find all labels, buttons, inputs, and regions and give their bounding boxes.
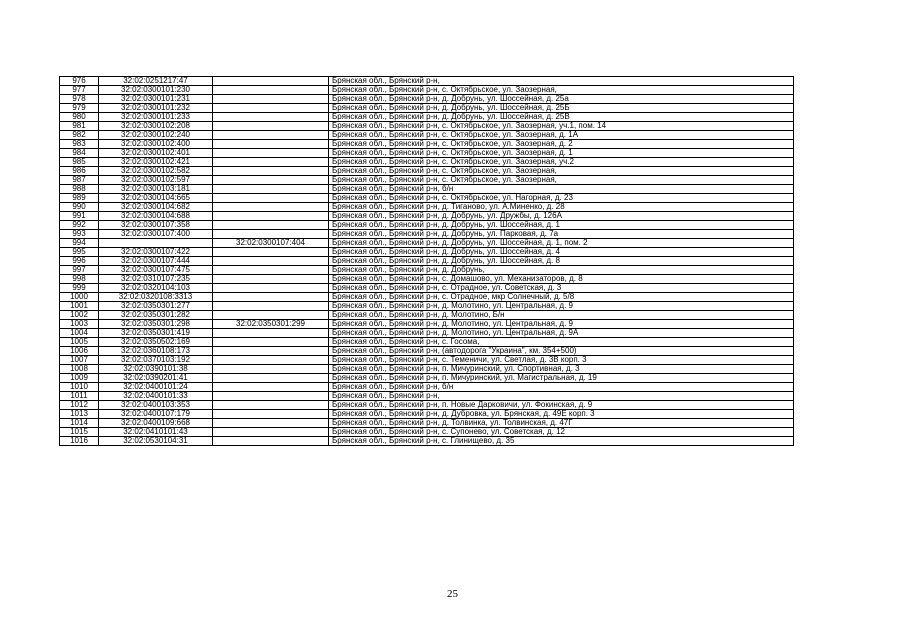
- related-cadastral-number-cell: [213, 185, 329, 194]
- cadastral-number-cell: 32:02:0300107:422: [99, 248, 213, 257]
- row-number-cell: 1000: [60, 293, 99, 302]
- cadastral-number-cell: [99, 239, 213, 248]
- cadastral-number-cell: 32:02:0300102:401: [99, 149, 213, 158]
- row-number-cell: 991: [60, 212, 99, 221]
- address-cell: Брянская обл., Брянский р-н, д. Добрунь,: [329, 266, 794, 275]
- address-cell: Брянская обл., Брянский р-н, с. Октябрьское, ул. Заозерная,: [329, 176, 794, 185]
- table-row: [60, 95, 794, 104]
- address-cell: Брянская обл., Брянский р-н, б/н: [329, 383, 794, 392]
- related-cadastral-number-cell: [213, 311, 329, 320]
- table-row: [60, 410, 794, 419]
- cadastral-number-cell: 32:02:0400107:179: [99, 410, 213, 419]
- cadastral-number-cell: 32:02:0300104:682: [99, 203, 213, 212]
- cadastral-number-cell: 32:02:0530104:31: [99, 437, 213, 446]
- cadastral-number-cell: 32:02:0300102:582: [99, 167, 213, 176]
- related-cadastral-number-cell: [213, 338, 329, 347]
- row-number-cell: 995: [60, 248, 99, 257]
- row-number-cell: 983: [60, 140, 99, 149]
- related-cadastral-number-cell: [213, 167, 329, 176]
- row-number-cell: 1015: [60, 428, 99, 437]
- row-number-cell: 1005: [60, 338, 99, 347]
- address-cell: Брянская обл., Брянский р-н, д. Молотино, ул. Центральная, д. 9: [329, 302, 794, 311]
- row-number-cell: 1014: [60, 419, 99, 428]
- row-number-cell: 984: [60, 149, 99, 158]
- related-cadastral-number-cell: [213, 257, 329, 266]
- address-cell: Брянская обл., Брянский р-н, (автодорога "Украина", км. 354+500): [329, 347, 794, 356]
- address-cell: Брянская обл., Брянский р-н, д. Добрунь, ул. Дружбы, д. 126А: [329, 212, 794, 221]
- related-cadastral-number-cell: [213, 284, 329, 293]
- table-row: [60, 437, 794, 446]
- row-number-cell: 977: [60, 86, 99, 95]
- address-cell: Брянская обл., Брянский р-н, с. Октябрьское, ул. Заозерная, уч.2: [329, 158, 794, 167]
- cadastral-number-cell: 32:02:0390201:41: [99, 374, 213, 383]
- cadastral-number-cell: 32:02:0370103:192: [99, 356, 213, 365]
- address-cell: Брянская обл., Брянский р-н, д. Добрунь, ул. Парковая, д. 7а: [329, 230, 794, 239]
- cadastral-number-cell: 32:02:0300104:688: [99, 212, 213, 221]
- address-cell: Брянская обл., Брянский р-н, д. Добрунь, ул. Шоссейная, д. 25а: [329, 95, 794, 104]
- table-row: [60, 293, 794, 302]
- related-cadastral-number-cell: [213, 374, 329, 383]
- address-cell: Брянская обл., Брянский р-н, с. Октябрьское, ул. Нагорная, д. 23: [329, 194, 794, 203]
- related-cadastral-number-cell: [213, 392, 329, 401]
- page-number: 25: [447, 588, 458, 600]
- cadastral-number-cell: 32:02:0310107:235: [99, 275, 213, 284]
- table-row: [60, 365, 794, 374]
- table-row: [60, 230, 794, 239]
- cadastral-number-cell: 32:02:0300103:181: [99, 185, 213, 194]
- address-cell: Брянская обл., Брянский р-н, д. Добрунь, ул. Шоссейная, д. 25Б: [329, 104, 794, 113]
- table-row: [60, 275, 794, 284]
- address-cell: Брянская обл., Брянский р-н, д. Добрунь, ул. Шоссейная, д. 1, пом. 2: [329, 239, 794, 248]
- related-cadastral-number-cell: [213, 77, 329, 86]
- row-number-cell: 992: [60, 221, 99, 230]
- row-number-cell: 999: [60, 284, 99, 293]
- address-cell: Брянская обл., Брянский р-н, д. Добрунь, ул. Шоссейная, д. 25В: [329, 113, 794, 122]
- address-cell: Брянская обл., Брянский р-н, с. Глинищево, д. 35: [329, 437, 794, 446]
- table-row: [60, 176, 794, 185]
- cadastral-number-cell: 32:02:0350301:282: [99, 311, 213, 320]
- table-row: [60, 167, 794, 176]
- table-row: [60, 284, 794, 293]
- address-cell: Брянская обл., Брянский р-н, д. Молотино, Б/н: [329, 311, 794, 320]
- row-number-cell: 986: [60, 167, 99, 176]
- address-cell: Брянская обл., Брянский р-н, б/н: [329, 185, 794, 194]
- related-cadastral-number-cell: [213, 95, 329, 104]
- row-number-cell: 1013: [60, 410, 99, 419]
- table-row: [60, 356, 794, 365]
- cadastral-number-cell: 32:02:0360108:173: [99, 347, 213, 356]
- address-cell: Брянская обл., Брянский р-н, с. Октябрьское, ул. Заозерная,: [329, 167, 794, 176]
- cadastral-number-cell: 32:02:0400103:353: [99, 401, 213, 410]
- address-cell: Брянская обл., Брянский р-н, с. Отрадное, мкр Солнечный, д. 5/8: [329, 293, 794, 302]
- table-row: [60, 302, 794, 311]
- related-cadastral-number-cell: [213, 212, 329, 221]
- related-cadastral-number-cell: [213, 275, 329, 284]
- related-cadastral-number-cell: [213, 329, 329, 338]
- address-cell: Брянская обл., Брянский р-н, д. Дубровка, ул. Брянская, д. 49Е корп. 3: [329, 410, 794, 419]
- table-row: [60, 203, 794, 212]
- cadastral-number-cell: 32:02:0300107:444: [99, 257, 213, 266]
- row-number-cell: 978: [60, 95, 99, 104]
- address-cell: Брянская обл., Брянский р-н, п. Мичуринский, ул. Магистральная, д. 19: [329, 374, 794, 383]
- cadastral-number-cell: 32:02:0300102:421: [99, 158, 213, 167]
- address-cell: Брянская обл., Брянский р-н, д. Добрунь, ул. Шоссейная, д. 8: [329, 257, 794, 266]
- table-row: [60, 149, 794, 158]
- cadastral-number-cell: 32:02:0300101:231: [99, 95, 213, 104]
- related-cadastral-number-cell: [213, 158, 329, 167]
- table-row: [60, 383, 794, 392]
- address-cell: Брянская обл., Брянский р-н, с. Октябрьское, ул. Заозерная, д. 1А: [329, 131, 794, 140]
- table-row: [60, 248, 794, 257]
- table-row: [60, 257, 794, 266]
- table-row: [60, 311, 794, 320]
- table-row: [60, 194, 794, 203]
- address-cell: Брянская обл., Брянский р-н, д. Толвинка, ул. Толвинская, д. 47Г: [329, 419, 794, 428]
- address-cell: Брянская обл., Брянский р-н, д. Молотино, ул. Центральная, д. 9А: [329, 329, 794, 338]
- related-cadastral-number-cell: [213, 104, 329, 113]
- table-row: [60, 401, 794, 410]
- cadastral-number-cell: 32:02:0300107:400: [99, 230, 213, 239]
- related-cadastral-number-cell: [213, 86, 329, 95]
- table-row: [60, 428, 794, 437]
- table-row: [60, 113, 794, 122]
- row-number-cell: 988: [60, 185, 99, 194]
- row-number-cell: 1006: [60, 347, 99, 356]
- table-row: [60, 212, 794, 221]
- address-cell: Брянская обл., Брянский р-н, с. Октябрьское, ул. Заозерная, уч.1, пом. 14: [329, 122, 794, 131]
- related-cadastral-number-cell: [213, 383, 329, 392]
- row-number-cell: 1008: [60, 365, 99, 374]
- cadastral-number-cell: 32:02:0410101:43: [99, 428, 213, 437]
- row-number-cell: 998: [60, 275, 99, 284]
- table-row: [60, 221, 794, 230]
- related-cadastral-number-cell: [213, 302, 329, 311]
- address-cell: Брянская обл., Брянский р-н, с. Октябрьское, ул. Заозерная, д. 1: [329, 149, 794, 158]
- table-row: [60, 338, 794, 347]
- related-cadastral-number-cell: [213, 113, 329, 122]
- row-number-cell: 981: [60, 122, 99, 131]
- address-cell: Брянская обл., Брянский р-н, д. Добрунь, ул. Шоссейная, д. 4: [329, 248, 794, 257]
- related-cadastral-number-cell: 32:02:0300107:404: [213, 239, 329, 248]
- table-row: [60, 185, 794, 194]
- row-number-cell: 980: [60, 113, 99, 122]
- row-number-cell: 976: [60, 77, 99, 86]
- cadastral-table: [59, 76, 794, 446]
- table-row: [60, 122, 794, 131]
- row-number-cell: 997: [60, 266, 99, 275]
- table-row: [60, 329, 794, 338]
- row-number-cell: 990: [60, 203, 99, 212]
- table-body: [60, 77, 794, 446]
- row-number-cell: 1010: [60, 383, 99, 392]
- related-cadastral-number-cell: [213, 365, 329, 374]
- cadastral-number-cell: 32:02:0300102:208: [99, 122, 213, 131]
- cadastral-number-cell: 32:02:0400101:24: [99, 383, 213, 392]
- table-row: [60, 419, 794, 428]
- cadastral-number-cell: 32:02:0300104:665: [99, 194, 213, 203]
- address-cell: Брянская обл., Брянский р-н, с. Октябрьское, ул. Заозерная,: [329, 86, 794, 95]
- table-row: [60, 347, 794, 356]
- cadastral-number-cell: 32:02:0390101:38: [99, 365, 213, 374]
- cadastral-number-cell: 32:02:0300101:230: [99, 86, 213, 95]
- related-cadastral-number-cell: [213, 266, 329, 275]
- row-number-cell: 1007: [60, 356, 99, 365]
- address-cell: Брянская обл., Брянский р-н,: [329, 392, 794, 401]
- table-row: [60, 86, 794, 95]
- cadastral-number-cell: 32:02:0350301:419: [99, 329, 213, 338]
- related-cadastral-number-cell: [213, 428, 329, 437]
- cadastral-number-cell: 32:02:0320108:3313: [99, 293, 213, 302]
- related-cadastral-number-cell: [213, 149, 329, 158]
- row-number-cell: 985: [60, 158, 99, 167]
- row-number-cell: 987: [60, 176, 99, 185]
- table-row: [60, 392, 794, 401]
- row-number-cell: 979: [60, 104, 99, 113]
- table-row: [60, 320, 794, 329]
- row-number-cell: 1002: [60, 311, 99, 320]
- cadastral-number-cell: 32:02:0300107:475: [99, 266, 213, 275]
- related-cadastral-number-cell: 32:02:0350301:299: [213, 320, 329, 329]
- cadastral-number-cell: 32:02:0300107:358: [99, 221, 213, 230]
- related-cadastral-number-cell: [213, 131, 329, 140]
- related-cadastral-number-cell: [213, 122, 329, 131]
- table-row: [60, 104, 794, 113]
- related-cadastral-number-cell: [213, 176, 329, 185]
- row-number-cell: 1012: [60, 401, 99, 410]
- row-number-cell: 982: [60, 131, 99, 140]
- related-cadastral-number-cell: [213, 401, 329, 410]
- address-cell: Брянская обл., Брянский р-н, п. Новые Дарковичи, ул. Фокинская, д. 9: [329, 401, 794, 410]
- cadastral-number-cell: 32:02:0300102:240: [99, 131, 213, 140]
- row-number-cell: 1001: [60, 302, 99, 311]
- address-cell: Брянская обл., Брянский р-н, д. Добрунь, ул. Шоссейная, д. 1: [329, 221, 794, 230]
- related-cadastral-number-cell: [213, 437, 329, 446]
- cadastral-number-cell: 32:02:0400109:668: [99, 419, 213, 428]
- row-number-cell: 989: [60, 194, 99, 203]
- row-number-cell: 1011: [60, 392, 99, 401]
- table-row: [60, 266, 794, 275]
- address-cell: Брянская обл., Брянский р-н, с. Отрадное, ул. Советская, д. 3: [329, 284, 794, 293]
- cadastral-number-cell: 32:02:0300101:232: [99, 104, 213, 113]
- cadastral-number-cell: 32:02:0350502:169: [99, 338, 213, 347]
- table-row: [60, 239, 794, 248]
- address-cell: Брянская обл., Брянский р-н, д. Тиганово, ул. А.Миненко, д. 28: [329, 203, 794, 212]
- related-cadastral-number-cell: [213, 356, 329, 365]
- cadastral-number-cell: 32:02:0251217:47: [99, 77, 213, 86]
- row-number-cell: 1016: [60, 437, 99, 446]
- related-cadastral-number-cell: [213, 203, 329, 212]
- address-cell: Брянская обл., Брянский р-н, п. Мичуринский, ул. Спортивная, д. 3: [329, 365, 794, 374]
- address-cell: Брянская обл., Брянский р-н,: [329, 77, 794, 86]
- address-cell: Брянская обл., Брянский р-н, с. Госома,: [329, 338, 794, 347]
- related-cadastral-number-cell: [213, 293, 329, 302]
- row-number-cell: 993: [60, 230, 99, 239]
- row-number-cell: 994: [60, 239, 99, 248]
- table-row: [60, 158, 794, 167]
- table-row: [60, 374, 794, 383]
- cadastral-number-cell: 32:02:0300101:233: [99, 113, 213, 122]
- cadastral-number-cell: 32:02:0300102:400: [99, 140, 213, 149]
- row-number-cell: 1009: [60, 374, 99, 383]
- address-cell: Брянская обл., Брянский р-н, д. Молотино, ул. Центральная, д. 9: [329, 320, 794, 329]
- address-cell: Брянская обл., Брянский р-н, с. Супонево, ул. Советская, д. 12: [329, 428, 794, 437]
- related-cadastral-number-cell: [213, 410, 329, 419]
- cadastral-number-cell: 32:02:0350301:277: [99, 302, 213, 311]
- cadastral-number-cell: 32:02:0400101:33: [99, 392, 213, 401]
- related-cadastral-number-cell: [213, 230, 329, 239]
- cadastral-number-cell: 32:02:0350301:298: [99, 320, 213, 329]
- related-cadastral-number-cell: [213, 248, 329, 257]
- address-cell: Брянская обл., Брянский р-н, с. Теменичи, ул. Светлая, д. 3В корп. 3: [329, 356, 794, 365]
- row-number-cell: 1003: [60, 320, 99, 329]
- related-cadastral-number-cell: [213, 194, 329, 203]
- cadastral-number-cell: 32:02:0320104:103: [99, 284, 213, 293]
- cadastral-number-cell: 32:02:0300102:597: [99, 176, 213, 185]
- address-cell: Брянская обл., Брянский р-н, с. Домашово, ул. Механизаторов, д. 8: [329, 275, 794, 284]
- table-row: [60, 140, 794, 149]
- table-row: [60, 131, 794, 140]
- table-row: [60, 77, 794, 86]
- address-cell: Брянская обл., Брянский р-н, с. Октябрьское, ул. Заозерная, д. 2: [329, 140, 794, 149]
- row-number-cell: 996: [60, 257, 99, 266]
- related-cadastral-number-cell: [213, 221, 329, 230]
- related-cadastral-number-cell: [213, 347, 329, 356]
- related-cadastral-number-cell: [213, 419, 329, 428]
- row-number-cell: 1004: [60, 329, 99, 338]
- related-cadastral-number-cell: [213, 140, 329, 149]
